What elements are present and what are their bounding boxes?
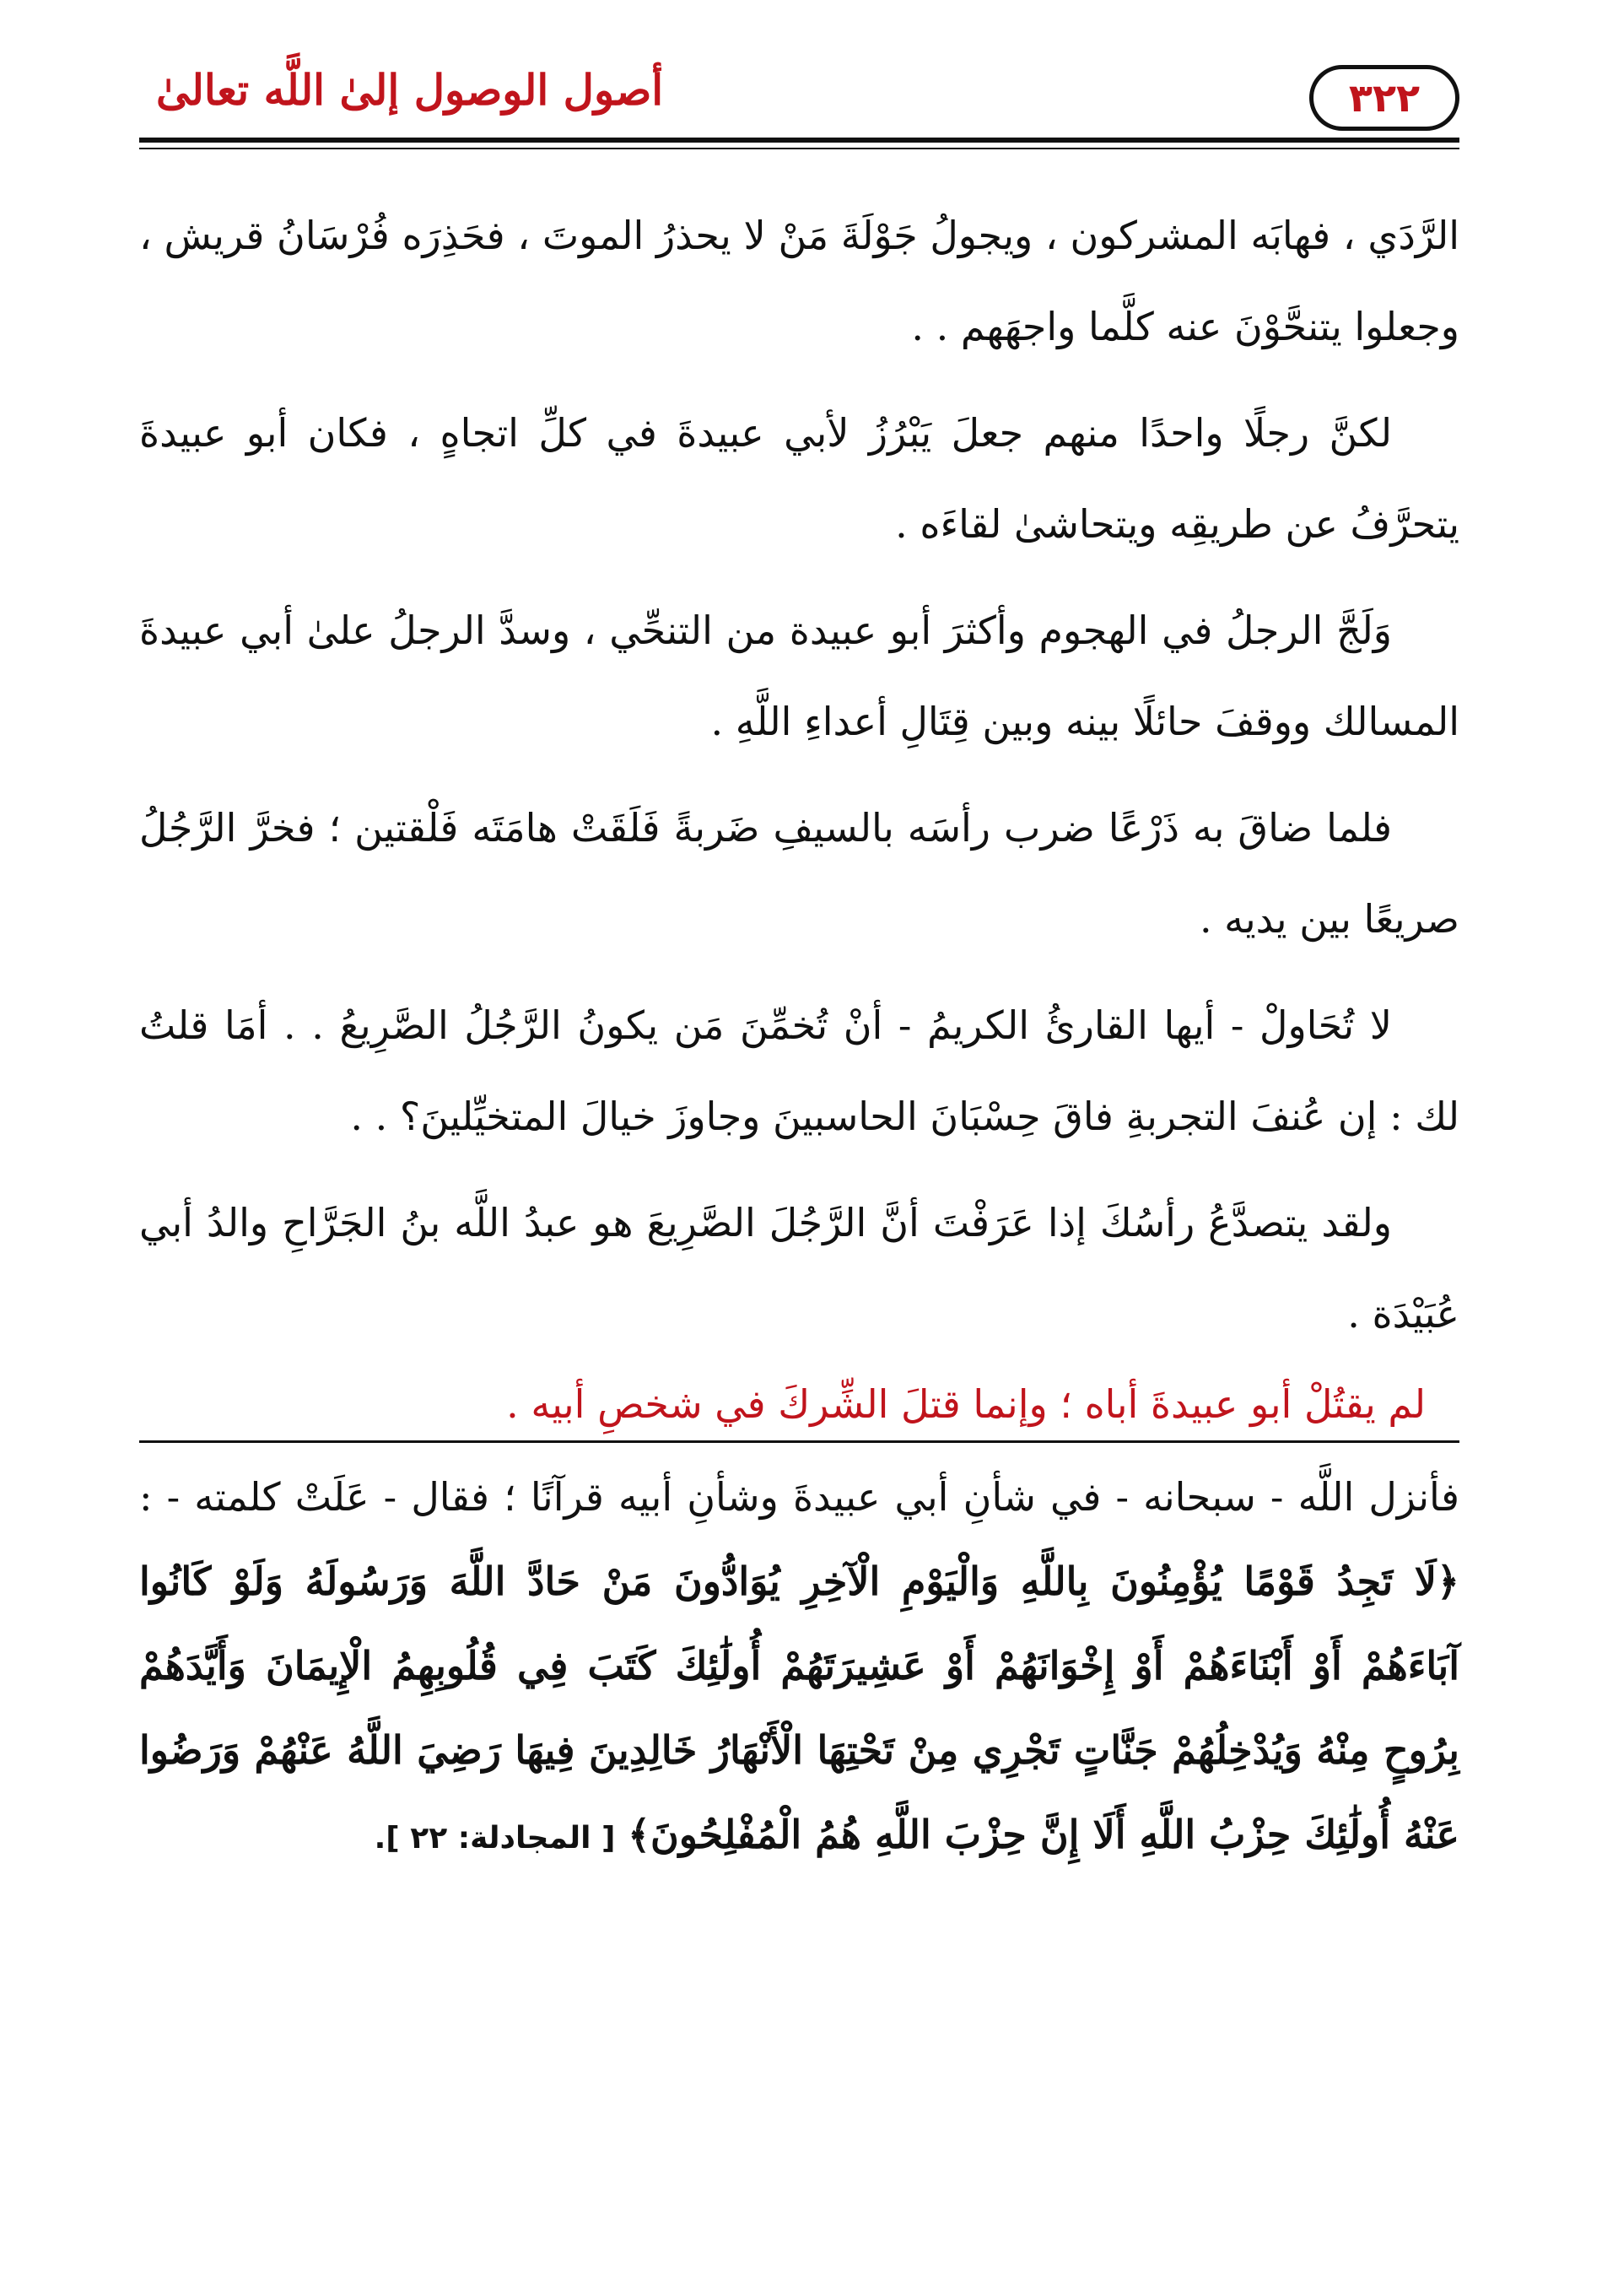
- page-header: [139, 46, 1459, 148]
- running-title: أصول الوصول إلىٰ اللَّه تعالىٰ: [156, 65, 664, 115]
- paragraph: وَلَجَّ الرجلُ في الهجوم وأكثرَ أبو عبيدة من التنحِّي ، وسدَّ الرجلُ علىٰ أبي عبيدةَ المسالك ووقفَ حائلًا بينه وبين قِتَالِ أعداءِ اللَّهِ .: [139, 608, 1459, 744]
- book-page: [139, 46, 1459, 2257]
- closing-intro: فأنزل اللَّه - سبحانه - في شأنِ أبي عبيدةَ وشأنِ أبيه قرآنًا ؛ فقال - عَلَتْ كلمته - :: [139, 1474, 1459, 1520]
- subheading-rule: [139, 1440, 1459, 1443]
- header-rule-thick: [139, 138, 1459, 143]
- paragraph: فلما ضاقَ به ذَرْعًا ضرب رأسَه بالسيفِ ضَربةً فَلَقَتْ هامَتَه فَلْقتين ؛ فخرَّ الرَّجُلُ صريعًا بين يديه .: [139, 805, 1459, 942]
- page-number-badge: ٣٢٢: [1309, 65, 1459, 131]
- paragraph: ولقد يتصدَّعُ رأسُكَ إذا عَرَفْتَ أنَّ الرَّجُلَ الصَّرِيعَ هو عبدُ اللَّه بنُ الجَرَّاحِ والدُ أبي عُبَيْدَة .: [139, 1200, 1459, 1337]
- quran-verse: ﴿لَا تَجِدُ قَوْمًا يُؤْمِنُونَ بِاللَّهِ وَالْيَوْمِ الْآخِرِ يُوَادُّونَ مَنْ حَادَّ اللَّهَ وَرَسُولَهُ وَلَوْ كَانُوا آبَاءَهُمْ أَوْ أَبْنَاءَهُمْ أَوْ إِخْوَانَهُمْ أَوْ عَشِيرَتَهُمْ أُولَٰئِكَ كَتَبَ فِي قُلُوبِهِمُ الْإِيمَانَ وَأَيَّدَهُمْ بِرُوحٍ مِنْهُ وَيُدْخِلُهُمْ جَنَّاتٍ تَجْرِي مِنْ تَحْتِهَا الْأَنْهَارُ خَالِدِينَ فِيهَا رَضِيَ اللَّهُ عَنْهُمْ وَرَضُوا عَنْهُ أُولَٰئِكَ حِزْبُ اللَّهِ أَلَا إِنَّ حِزْبَ اللَّهِ هُمُ الْمُفْلِحُونَ﴾: [139, 1559, 1459, 1857]
- verse-reference: [ المجادلة: ٢٢ ].: [374, 1821, 616, 1856]
- closing-paragraph: [139, 1455, 1459, 1881]
- header-rule-thin: [139, 148, 1459, 149]
- page-body: [139, 190, 1459, 1881]
- paragraph: الرَّدَي ، فهابَه المشركون ، ويجولُ جَوْلَةَ مَنْ لا يحذرُ الموتَ ، فحَذِرَه فُرْسَانُ قريش ، وجعلوا يتنحَّوْنَ عنه كلَّما واجهَهم . .: [139, 213, 1459, 349]
- paragraph: لا تُحَاولْ - أيها القارئُ الكريمُ - أنْ تُخمِّنَ مَن يكونُ الرَّجُلُ الصَّرِيعُ . . أمَا قلتُ لك : إن عُنفَ التجربةِ فاقَ حِسْبَانَ الحاسبينَ وجاوزَ خيالَ المتخيِّلينَ؟ . .: [139, 1002, 1459, 1139]
- section-subheading: لم يقتُلْ أبو عبيدةَ أباه ؛ وإنما قتلَ الشِّركَ في شخصِ أبيه .: [506, 1381, 1426, 1427]
- paragraph: لكنَّ رجلًا واحدًا منهم جعلَ يَبْرُزُ لأبي عبيدةَ في كلِّ اتجاهٍ ، فكان أبو عبيدةَ يتحرَّفُ عن طريقِه ويتحاشىٰ لقاءَه .: [139, 410, 1459, 547]
